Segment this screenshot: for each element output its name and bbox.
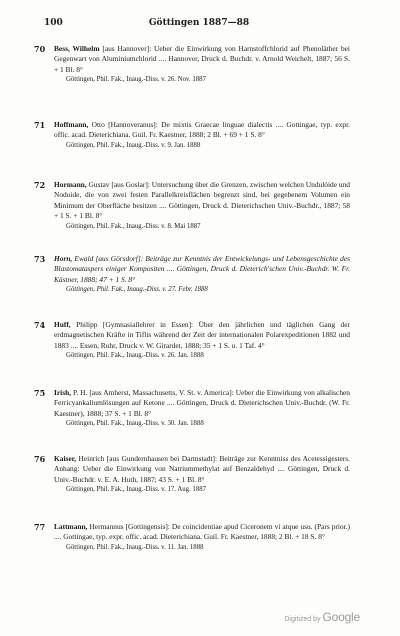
entry-number: 73 <box>34 254 46 264</box>
entry-body <box>54 388 350 419</box>
entry-dissertation-note: Göttingen, Phil. Fak., Inaug.-Diss. v. 8. Mai 1887 <box>66 222 201 230</box>
entry-body <box>54 44 350 75</box>
entry-number: 76 <box>34 454 46 464</box>
entry-author: Irish, <box>54 388 72 397</box>
entry-body <box>54 522 350 543</box>
entry-text: P. H. [aus Amherst, Massachusetts, V. St. v. America]: Ueber die Einwirkung von alkalischen Ferricyankaliumlösungen auf Ketone .... Göttingen, Druck d. Dieterichschen Univ.-Buchdr. (W. Fr. Kaestner), 1888; 37 S. + 1 Bl. 8° <box>54 388 350 418</box>
dissertation-entry <box>34 254 350 295</box>
entry-author: Hoffmann, <box>54 120 89 129</box>
entry-dissertation-note: Göttingen, Phil. Fak., Inaug.-Diss. v. 30. Jan. 1888 <box>66 420 204 428</box>
dissertation-entry <box>34 44 350 85</box>
entry-dissertation-note: Göttingen, Phil. Fak., Inaug.-Diss. v. 26. Nov. 1887 <box>66 76 206 84</box>
entry-number: 75 <box>34 388 46 398</box>
dissertation-entry <box>34 180 350 232</box>
entry-author: Kaiser, <box>54 454 77 463</box>
entry-body <box>54 320 350 351</box>
entry-author: Hormann, <box>54 180 87 189</box>
dissertation-entry <box>34 320 350 361</box>
entry-dissertation-note: Göttingen, Phil. Fak., Inaug.-Diss. v. 9. Jan. 1888 <box>66 141 201 149</box>
entry-text: Ewald [aus Görsdorf]: Beiträge zur Kenntnis der Entwickelungs- und Lebensgeschichte des Blastomataspers einiger Kompositen .... Göttingen, Druck d. Dieterich'schen Univ.-Buchdr. W. Fr. Kästner, 1888; 47 + 1 S. 8° <box>54 254 350 284</box>
entry-author: Bess, Wilhelm <box>54 44 100 53</box>
watermark-brand: Google <box>322 610 360 624</box>
running-title: Göttingen 1887—88 <box>148 18 250 28</box>
entry-dissertation-note: Göttingen, Phil. Fak., Inaug.-Diss. v. 26. Jan. 1888 <box>66 352 204 360</box>
dissertation-entry <box>34 522 350 553</box>
dissertation-entry <box>34 388 350 429</box>
dissertation-entry <box>34 454 350 495</box>
entry-body <box>54 180 350 222</box>
entry-number: 70 <box>34 44 46 54</box>
page-header <box>44 18 354 32</box>
entry-author: Huff, <box>54 320 71 329</box>
entry-text: Hermannus [Gottingensis]: De coincidentiae apud Ciceronem vi atque usu. (Pars prior.) .... Gottingae, typ. expr. offic. acad. Dieterichiana. Guil. Fr. Kaestner, 1888; 2 Bl. + 18 S. 8° <box>54 522 350 542</box>
watermark-prefix: Digitized by <box>284 616 321 623</box>
page-number: 100 <box>44 18 63 28</box>
entry-text: Heinrich [aus Gundernhausen bei Darmstadt]: Beiträge zur Kenntniss des Acetessigesters. Anhang: Ueber die Einwirkung von Natriummethylat auf Benzaldehyd .... Göttingen, Druck d. Univ.-Buchdr. v. E. A. Huth, 1887; 43 S. + 1 Bl. 8° <box>54 454 350 484</box>
entry-text: Gustav [aus Goslar]: Untersuchung über die Grenzen, zwischen welchen Undulóide und Nodoide, die von zwei festen Parallelkreisflächen begrenzt sind, bei gegebenem Volumen ein Minimum der Oberfläche besitzen .... Göttingen, Druck d. Dieterichschen Univ.-Buchdr., 1887; 58 + 1 S. + 1 Bl. 8° <box>54 180 350 221</box>
entry-text: [aus Hannover]: Ueber die Einwirkung von Harnstoffchlorid auf Phenoläther bei Gegenwart von Aluminiumchlorid .... Hannover, Druck d. Buchdr. v. Arnold Weichelt, 1887; 56 S. + 1 Bl. 8° <box>54 44 350 74</box>
entry-number: 77 <box>34 522 46 532</box>
entry-body <box>54 120 350 141</box>
digitization-watermark <box>284 610 360 624</box>
entry-number: 72 <box>34 180 46 190</box>
entry-text: Otto [Hannoveranus]: De mixtis Graecae linguae dialectis .... Gottingae, typ. expr. offic. acad. Dieterichiana. Guil. Fr. Kaestner, 1888; 2 Bl. + 69 + 1 S. 8° <box>54 120 350 140</box>
entry-author: Lattmann, <box>54 522 88 531</box>
entry-dissertation-note: Göttingen, Phil. Fak., Inaug.-Diss. v. 11. Jan. 1888 <box>66 543 204 551</box>
entry-dissertation-note: Göttingen, Phil. Fak., Inaug.-Diss. v. 27. Febr. 1888 <box>66 286 208 294</box>
entry-number: 74 <box>34 320 46 330</box>
entry-text: Philipp [Gymnasiallehrer in Essen]: Über den jährlichen und täglichen Gang der erdmagnetischen Kräfte in Tiflis während der Zeit der internationalen Polarexpeditionen 1882 und 1883 .... Essen, Ruhr, Druck v. W. Girardet, 1888; 35 + 1 S. u. 1 Taf. 4° <box>54 320 350 350</box>
entry-author: Horn, <box>54 254 73 263</box>
entry-number: 71 <box>34 120 46 130</box>
entry-dissertation-note: Göttingen, Phil. Fak., Inaug.-Diss. v. 17. Aug. 1887 <box>66 486 207 494</box>
dissertation-entry <box>34 120 350 151</box>
entry-body <box>54 454 350 485</box>
entry-body <box>54 254 350 285</box>
